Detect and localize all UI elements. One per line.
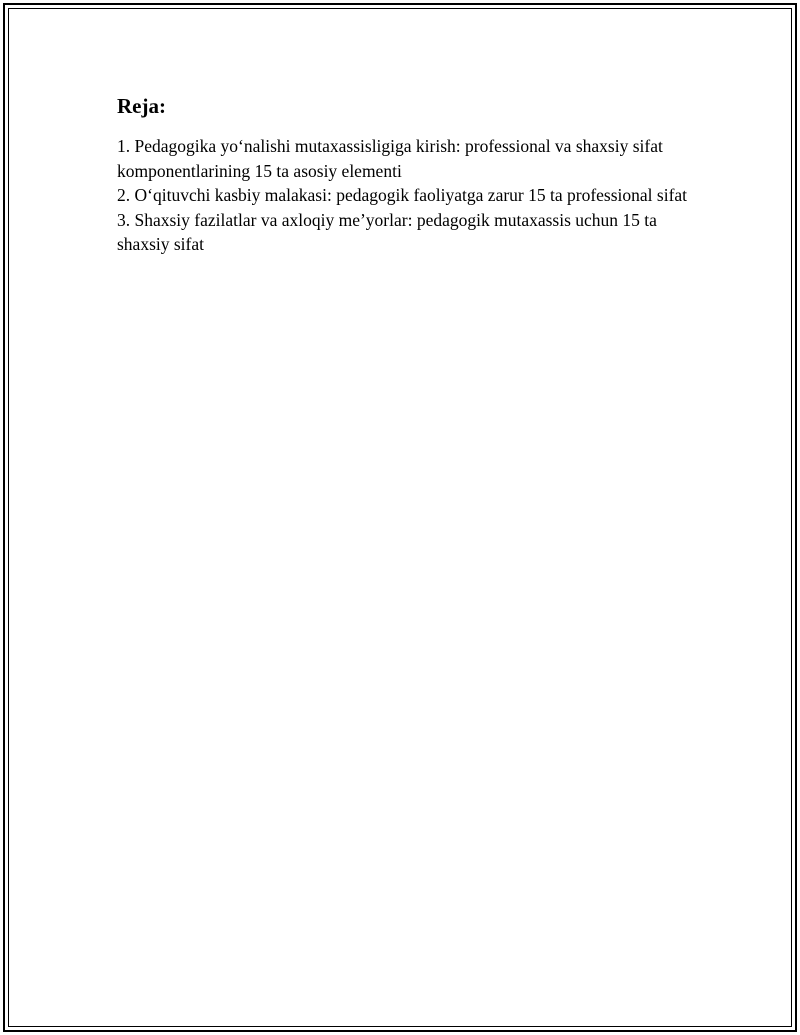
plan-item-2: 2. O‘qituvchi kasbiy malakasi: pedagogik faoliyatga zarur 15 ta professional sifat (117, 185, 688, 205)
plan-item-1: 1. Pedagogika yo‘nalishi mutaxassisligiga kirish: professional va shaxsiy sifat komponentlarining 15 ta asosiy elementi (117, 136, 663, 181)
plan-item-3: 3. Shaxsiy fazilatlar va axloqiy me’yorlar: pedagogik mutaxassis uchun 15 ta shaxsiy sifat (117, 209, 657, 254)
plan-list (117, 134, 697, 257)
plan-heading: Reja: (117, 94, 166, 118)
document-body (117, 92, 697, 257)
